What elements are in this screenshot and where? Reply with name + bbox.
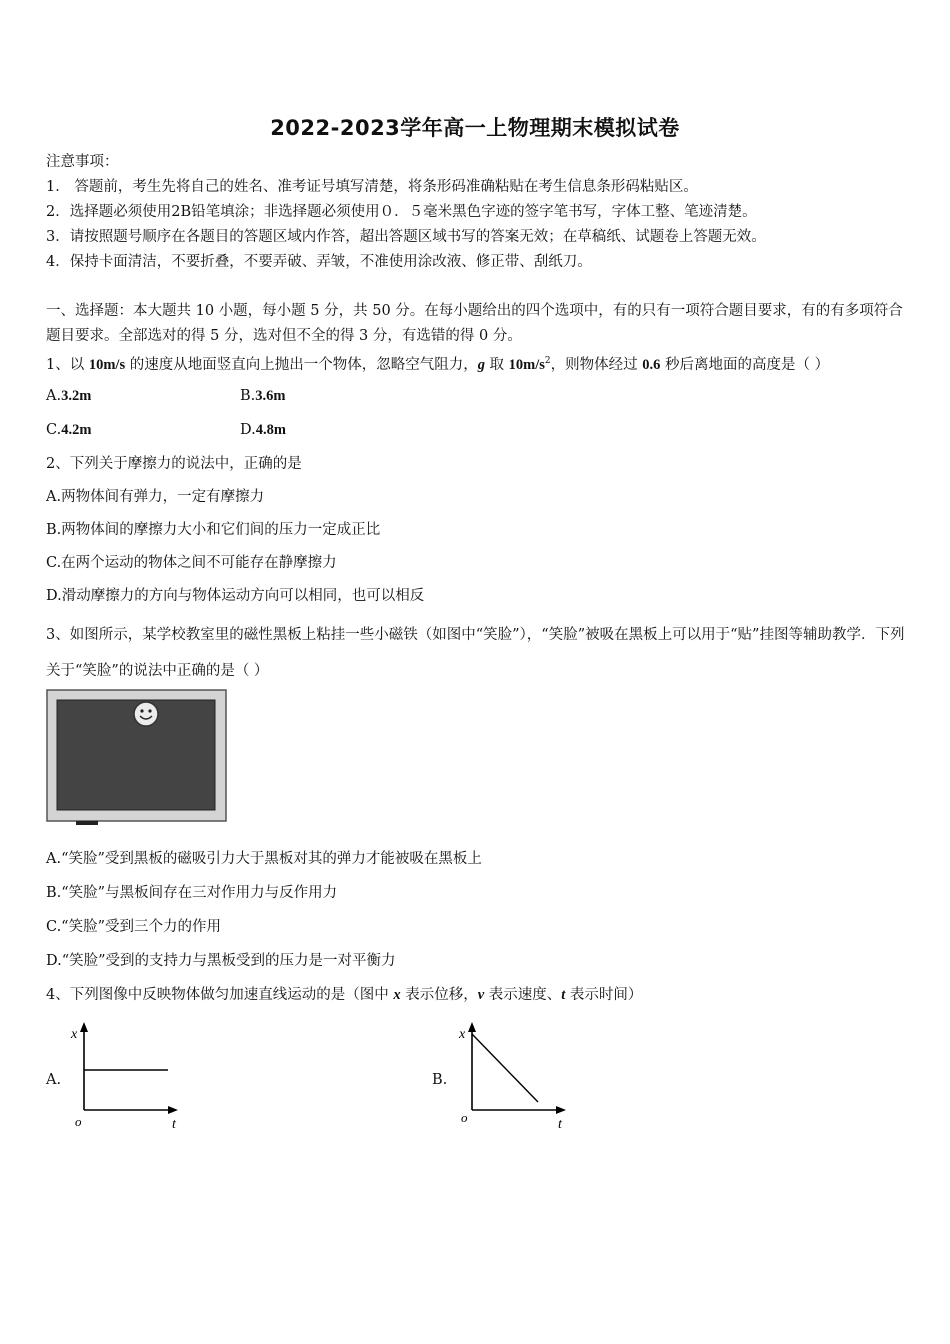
question-2-option-c: C.在两个运动的物体之间不可能存在静摩擦力 — [46, 555, 337, 571]
blackboard-figure — [46, 689, 228, 827]
question-2-stem: 2、下列关于摩擦力的说法中，正确的是 — [46, 456, 302, 472]
notice-item-1: 1． 答题前，考生先将自己的姓名、准考证号填写清楚，将条形码准确粘贴在考生信息条形码粘贴区。 — [46, 179, 698, 195]
graph-a-xlabel: t — [172, 1117, 176, 1130]
question-1-option-a: A.3.2m — [46, 388, 92, 404]
question-1-stem: 1、以 10m/s 的速度从地面竖直向上抛出一个物体，忽略空气阻力，g 取 $10m/s^2$，则物体经过 0.6 秒后离地面的高度是（ ） — [46, 356, 830, 373]
graph-b-x-arrow — [556, 1106, 566, 1114]
section-intro: 一、选择题：本大题共 10 小题，每小题 5 分，共 50 分。在每小题给出的四个选项中，有的只有一项符合题目要求，有的有多项符合题目要求。全部选对的得 5 分，选对但不全的得 3 分，有选错的得 0 分。 — [46, 303, 903, 344]
graph-a-x-arrow — [168, 1106, 178, 1114]
question-3-option-d: D.“笑脸”受到的支持力与黑板受到的压力是一对平衡力 — [46, 953, 396, 969]
question-2-option-d: D.滑动摩擦力的方向与物体运动方向可以相同，也可以相反 — [46, 588, 425, 604]
question-2-option-a: A.两物体间有弹力，一定有摩擦力 — [46, 489, 265, 505]
graph-b-xlabel: t — [558, 1117, 562, 1130]
question-3-option-c: C.“笑脸”受到三个力的作用 — [46, 919, 222, 935]
graph-b-y-arrow — [468, 1022, 476, 1032]
notice-heading: 注意事项： — [46, 154, 119, 170]
question-4-option-b-label: B. — [432, 1072, 448, 1088]
notice-item-4: 4．保持卡面清洁，不要折叠，不要弄破、弄皱，不准使用涂改液、修正带、刮纸刀。 — [46, 254, 592, 270]
question-4-option-a-label: A. — [46, 1072, 62, 1088]
question-3-stem: 3、如图所示，某学校教室里的磁性黑板上粘挂一些小磁铁（如图中“笑脸”），“笑脸”被吸在黑板上可以用于“贴”挂图等辅助教学．下列关于“笑脸”的说法中正确的是（ ） — [46, 627, 905, 679]
question-1-option-d: D.4.8m — [240, 422, 286, 438]
graph-b-origin: o — [461, 1110, 468, 1125]
notice-item-3: 3．请按照题号顺序在各题目的答题区域内作答，超出答题区域书写的答案无效；在草稿纸、试题卷上答题无效。 — [46, 229, 766, 245]
graph-a — [68, 1018, 188, 1130]
graph-a-ylabel: x — [71, 1027, 78, 1042]
notice-item-2: 2．选择题必须使用2B铅笔填涂；非选择题必须使用０．５毫米黑色字迹的签字笔书写，字体工整、笔迹清楚。 — [46, 204, 757, 220]
question-3-option-b: B.“笑脸”与黑板间存在三对作用力与反作用力 — [46, 885, 338, 901]
blackboard-tray — [76, 821, 98, 825]
question-1-option-b: B.3.6m — [240, 388, 286, 404]
graph-a-y-arrow — [80, 1022, 88, 1032]
smiley-magnet — [134, 702, 158, 726]
graph-b — [456, 1018, 576, 1130]
graph-b-ylabel: x — [459, 1027, 466, 1042]
page-title: 2022-2023学年高一上物理期末模拟试卷 — [270, 116, 680, 140]
question-3-option-a: A.“笑脸”受到黑板的磁吸引力大于黑板对其的弹力才能被吸在黑板上 — [46, 851, 482, 867]
graph-b-curve — [472, 1034, 538, 1102]
question-4-stem: 4、下列图像中反映物体做匀加速直线运动的是（图中 x 表示位移，v 表示速度、t 表示时间） — [46, 987, 643, 1003]
question-1-option-c: C.4.2m — [46, 422, 92, 438]
graph-a-origin: o — [75, 1114, 82, 1129]
question-2-option-b: B.两物体间的摩擦力大小和它们间的压力一定成正比 — [46, 522, 381, 538]
